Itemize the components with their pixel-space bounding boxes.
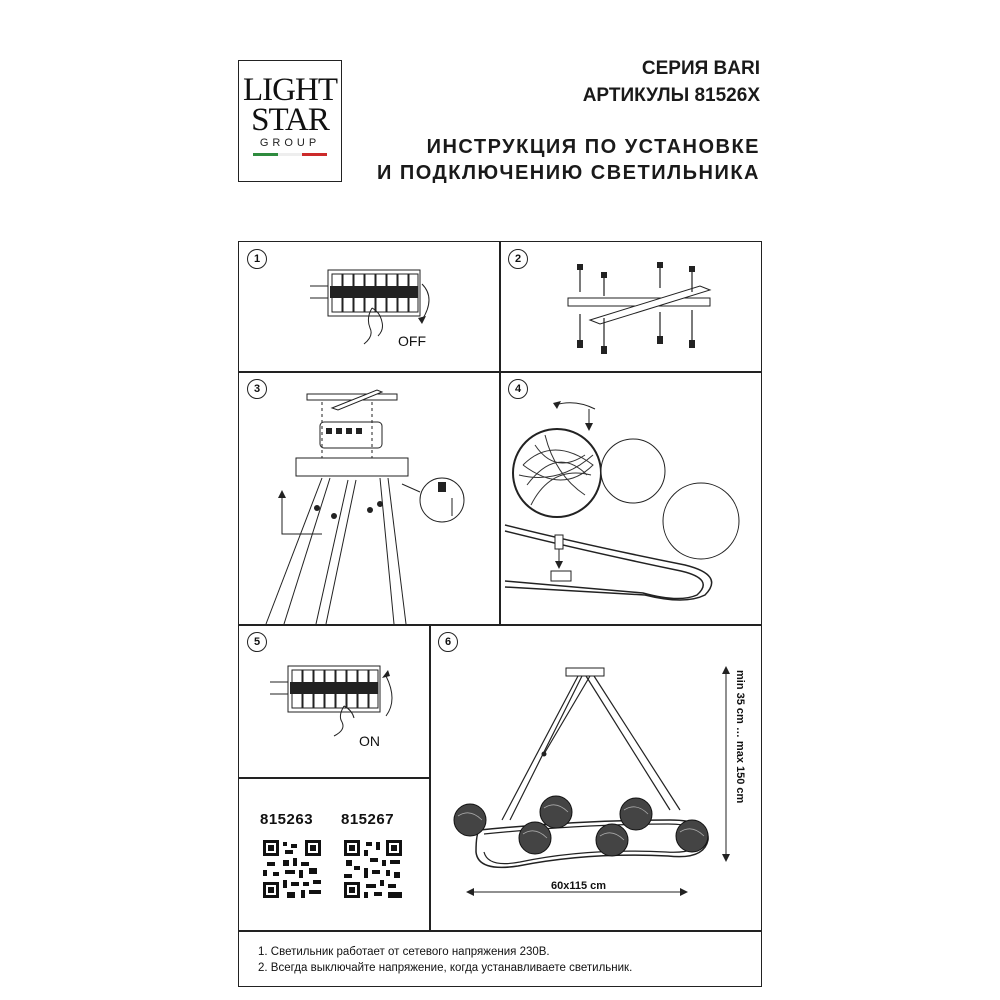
instruction-title-2: И ПОДКЛЮЧЕНИЮ СВЕТИЛЬНИКА [376,162,760,184]
size-dimension: 60x115 cm [551,880,607,892]
step-number-1: 1 [247,249,267,269]
qr-code-label-2: 815267 [341,811,395,828]
height-dimension: min 35 cm … max 150 cm [734,670,746,804]
chandelier-dimensions-illustration [440,660,730,900]
brand-logo [238,60,342,182]
shade-installation-illustration [505,395,755,595]
breaker-on-illustration [270,660,400,740]
step-number-3: 3 [247,379,267,399]
brand-line1: LIGHT [243,72,337,108]
grid-divider [238,777,430,779]
qr-code-815267[interactable] [344,840,402,898]
grid-divider [238,930,762,932]
step-number-6: 6 [438,632,458,652]
off-label: OFF [398,333,426,349]
step-number-4: 4 [508,379,528,399]
brand-line2: STAR [251,102,329,138]
grid-divider [499,241,501,625]
step-number-2: 2 [508,249,528,269]
articles-title: АРТИКУЛЫ 81526X [582,85,760,106]
qr-code-label-1: 815263 [260,811,314,828]
flag-stripe [253,153,327,156]
mounting-bracket-illustration [560,262,720,357]
qr-code-815263[interactable] [263,840,321,898]
note-2: 2. Всегда выключайте напряжение, когда устанавливаете светильник. [258,962,633,974]
instruction-title-1: ИНСТРУКЦИЯ ПО УСТАНОВКЕ [426,136,760,158]
series-title: СЕРИЯ BARI [641,58,760,79]
on-label: ON [359,733,380,749]
grid-divider [238,371,762,373]
note-1: 1. Светильник работает от сетевого напряжения 230В. [258,946,550,958]
wiring-connection-illustration [262,388,482,626]
step-number-5: 5 [247,632,267,652]
brand-line3: GROUP [259,137,321,149]
